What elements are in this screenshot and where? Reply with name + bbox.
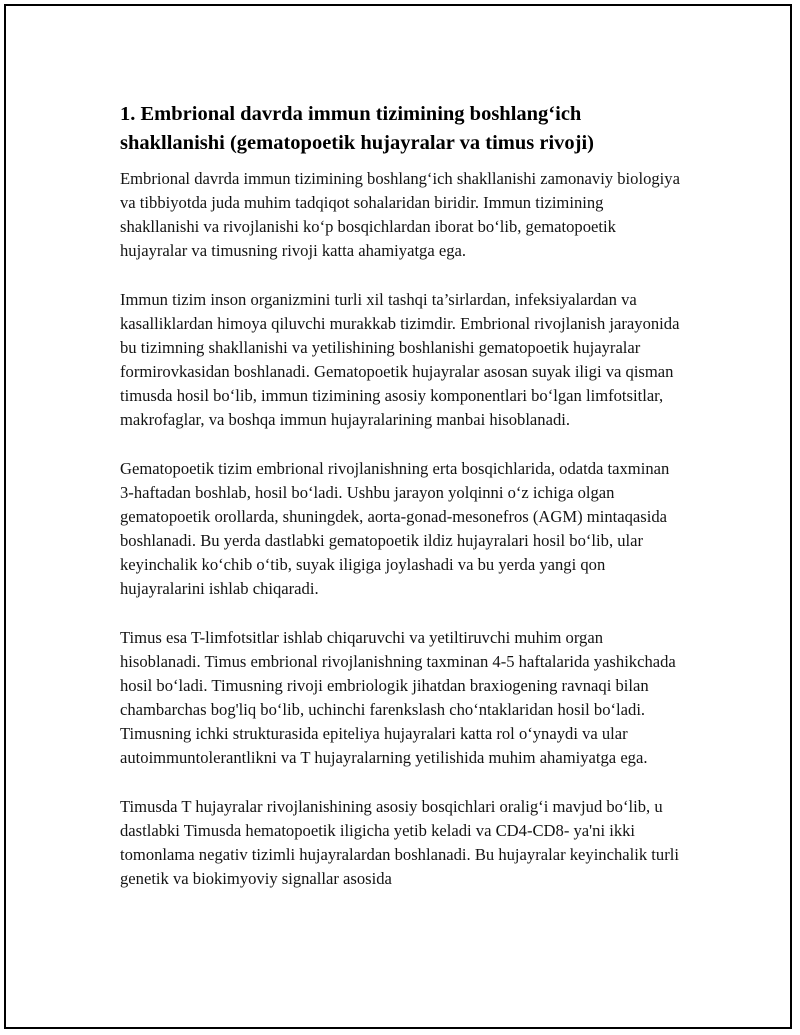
document-page — [4, 4, 792, 1029]
paragraph-2: Immun tizim inson organizmini turli xil tashqi ta’sirlardan, infeksiyalardan va kasalliklardan himoya qiluvchi murakkab tizimdir. Embrional rivojlanish jarayonida bu tizimning shakllanishi va yetilishining boshlanishi gematopoetik hujayralar formirovkasidan boshlanadi. Gematopoetik hujayralar asosan suyak iligi va qisman timusda hosil bo‘lib, immun tizimining asosiy komponentlari bo‘lgan limfotsitlar, makrofaglar, va boshqa immun hujayralarining manbai hisoblanadi. — [120, 289, 680, 430]
document-body — [120, 100, 680, 916]
paragraph-5: Timusda T hujayralar rivojlanishining asosiy bosqichlari oralig‘i mavjud bo‘lib, u dastlabki Timusda hematopoetik iligicha yetib keladi va CD4-CD8- ya'ni ikki tomonlama negativ tizimli hujayralardan boshlanadi. Bu hujayralar keyinchalik turli genetik va biokimyoviy signallar asosida — [120, 797, 679, 889]
paragraph-4: Timus esa T-limfotsitlar ishlab chiqaruvchi va yetiltiruvchi muhim organ hisoblanadi. Timus embrional rivojlanishning taxminan 4-5 haftalarida yashikchada hosil bo‘ladi. Timusning rivoji embriologik jihatdan braxiogening ravnaqi bilan chambarchas bog'liq bo‘lib, uchinchi farenkslash cho‘ntaklaridan hosil bo‘ladi. Timusning ichki strukturasida epiteliya hujayralari katta rol o‘ynaydi va ular autoimmuntolerantlikni va T hujayralarning yetilishida muhim ahamiyatga ega. — [120, 628, 676, 768]
paragraph-1: Embrional davrda immun tizimining boshlang‘ich shakllanishi zamonaviy biologiya va tibbiyotda juda muhim tadqiqot sohalaridan biridir. Immun tizimining shakllanishi va rivojlanishi ko‘p bosqichlardan iborat bo‘lib, gematopoetik hujayralar va timusning rivoji katta ahamiyatga ega. — [120, 169, 680, 261]
section-heading: 1. Embrional davrda immun tizimining boshlang‘ich shakllanishi (gematopoetik hujayralar va timus rivoji) — [120, 103, 594, 154]
paragraph-3: Gematopoetik tizim embrional rivojlanishning erta bosqichlarida, odatda taxminan 3-haftadan boshlab, hosil bo‘ladi. Ushbu jarayon yolqinni o‘z ichiga olgan gematopoetik orollarda, shuningdek, aorta-gonad-mesonefros (AGM) mintaqasida boshlanadi. Bu yerda dastlabki gematopoetik ildiz hujayralari hosil bo‘lib, ular keyinchalik ko‘chib o‘tib, suyak iligiga joylashadi va bu yerda yangi qon hujayralarini ishlab chiqaradi. — [120, 458, 670, 599]
